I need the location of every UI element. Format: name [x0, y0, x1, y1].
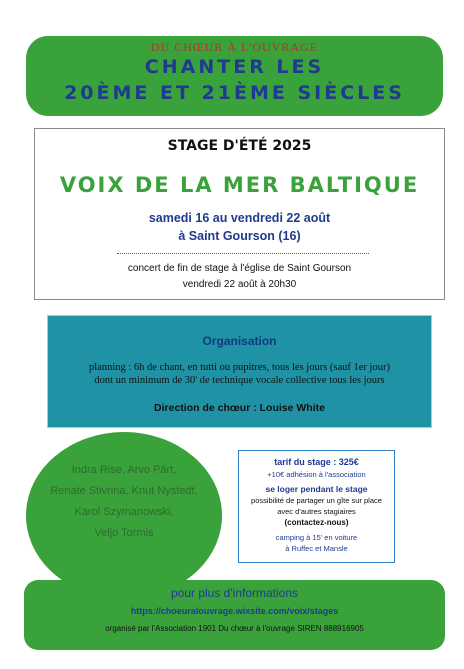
- composer-line: Karol Szymanowski,: [74, 506, 174, 518]
- composer-line: Indra Rise, Arvo Pärt,: [71, 464, 177, 476]
- header-title-line1: CHANTER LES: [144, 56, 325, 78]
- composer-line: Renate Stivrina, Knut Nystedt,: [50, 485, 198, 497]
- footer-organizer: organisé par l'Association 1901 Du chœur à l'ouvrage SIREN 888916905: [105, 624, 364, 633]
- stage-dates: samedi 16 au vendredi 22 août: [148, 211, 331, 225]
- stage-title: VOIX DE LA MER BALTIQUE: [59, 173, 420, 197]
- dotted-divider: [117, 253, 369, 254]
- planning-line1: planning : 6h de chant, en tutti ou pupitres, tous les jours (sauf 1er jour): [89, 362, 390, 373]
- lodging-line2: avec d'autres stagiaires: [277, 507, 356, 516]
- footer-url-link[interactable]: https://choeuralouvrage.wixsite.com/voix/stages: [130, 606, 339, 616]
- lodging-line1: possibilité de partager un gîte sur place: [251, 496, 382, 505]
- concert-line2: vendredi 22 août à 20h30: [182, 279, 297, 290]
- organisation-title: Organisation: [202, 334, 277, 348]
- header-subtitle: DU CHŒUR À L'OUVRAGE: [150, 40, 319, 54]
- composer-line: Veljo Tormis: [94, 527, 154, 539]
- stage-place: à Saint Gourson (16): [178, 229, 301, 243]
- camping-line2: à Ruffec et Mansle: [285, 544, 348, 553]
- stage-label: STAGE D'ÉTÉ 2025: [167, 138, 312, 154]
- planning-line2: dont un minimum de 30' de technique vocale collective tous les jours: [94, 375, 385, 386]
- header-banner: [26, 36, 443, 116]
- direction-line: Direction de chœur : Louise White: [154, 402, 325, 414]
- stage-box: [34, 128, 445, 300]
- tarif-text: tarif du stage : 325€: [274, 457, 359, 467]
- footer-banner: [24, 580, 445, 650]
- lodging-title: se loger pendant le stage: [265, 484, 368, 494]
- composers-circle: [26, 432, 222, 599]
- organisation-box: [47, 315, 432, 428]
- adhesion-text: +10€ adhésion à l'association: [267, 470, 366, 479]
- contact-text: (contactez-nous): [284, 518, 349, 527]
- pricing-box: [238, 450, 395, 563]
- camping-line1: camping à 15' en voiture: [275, 533, 358, 542]
- concert-line1: concert de fin de stage à l'église de Saint Gourson: [127, 263, 352, 274]
- footer-title: pour plus d'informations: [170, 586, 299, 600]
- header-title-line2: 20ÈME ET 21ÈME SIÈCLES: [64, 82, 405, 104]
